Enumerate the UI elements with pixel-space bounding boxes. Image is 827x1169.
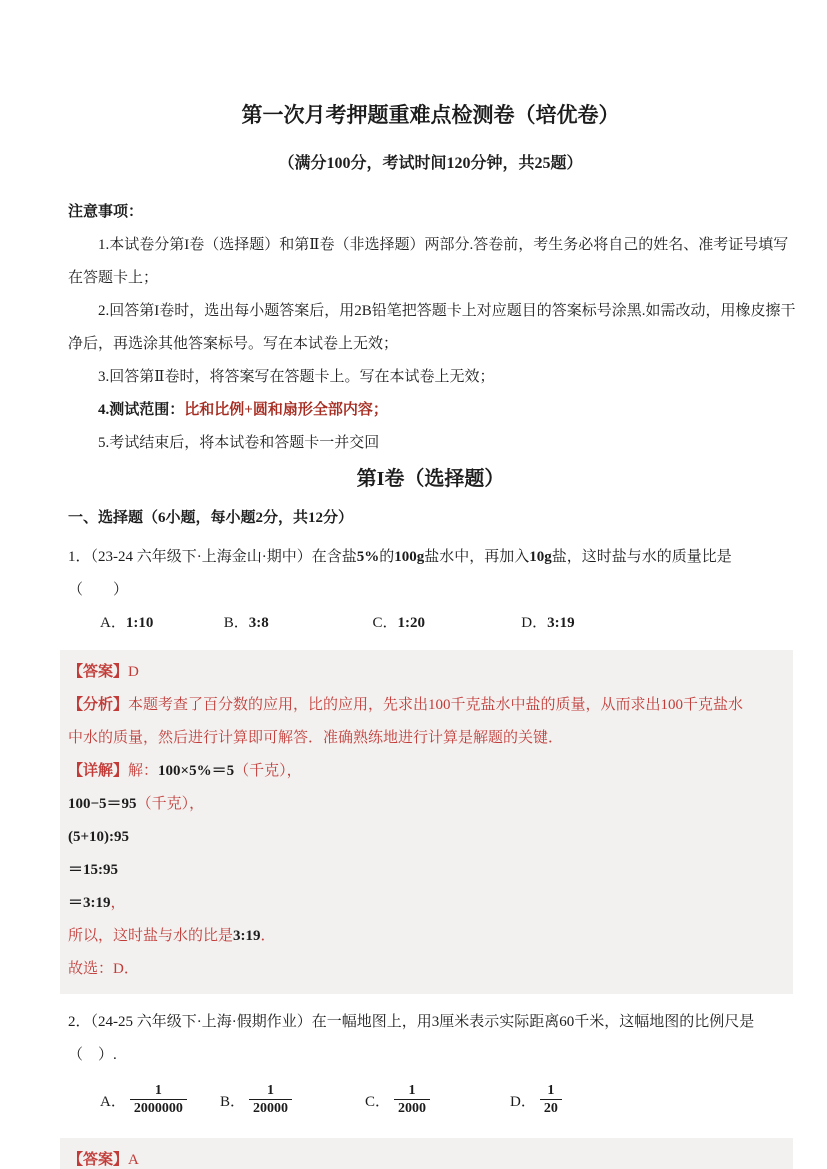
option-value: 3:19 <box>547 615 575 631</box>
option-label: A． <box>100 615 126 631</box>
question-2-stem-line-1: 2．（24-25 六年级下·上海·假期作业）在一幅地图上，用3厘米表示实际距离60千米，这幅地图的比例尺是 <box>68 1014 755 1030</box>
fraction <box>540 1082 562 1118</box>
fraction-numerator: 1 <box>394 1082 430 1100</box>
option-value: 3:8 <box>248 615 269 631</box>
notice-item-4: 4.测试范围：比和比例+圆和扇形全部内容； <box>98 402 388 418</box>
solution-line: 故选：D． <box>68 961 139 977</box>
question-2-option-a <box>100 1082 220 1118</box>
question-1-option-d <box>521 607 574 640</box>
solution-line: 所以，这时盐与水的比是3:19． <box>68 928 276 944</box>
fraction <box>249 1082 292 1118</box>
option-label: B． <box>220 1093 246 1110</box>
fraction-denominator: 20000 <box>253 1101 289 1116</box>
solution-line: 100−5＝95（千克）， <box>68 796 205 812</box>
option-label: D． <box>521 615 548 631</box>
question-2-answer-block <box>60 1138 793 1169</box>
choice-group-heading: 一、选择题（6小题，每小题2分，共12分） <box>68 510 354 526</box>
question-1-stem <box>68 541 793 607</box>
question-1-option-b <box>224 607 369 640</box>
analysis-line: 【分析】本题考查了百分数的应用，比的应用，先求出100千克盐水中盐的质量，从而求出100千克盐水 <box>68 697 744 713</box>
notice-item-2-line-2: 净后，再选涂其他答案标号。写在本试卷上无效； <box>68 336 399 352</box>
option-label: C． <box>365 1093 391 1110</box>
question-2-options <box>68 1076 793 1124</box>
solution-line: ＝3:19， <box>68 895 126 911</box>
solution-line: (5+10):95 <box>68 829 130 845</box>
question-1-options <box>68 607 793 640</box>
question-1-option-a <box>100 607 220 640</box>
notice-item-1-line-2: 在答题卡上； <box>68 270 159 286</box>
fraction-denominator: 2000000 <box>133 1101 183 1116</box>
option-label: B． <box>223 615 249 631</box>
option-value: 1:20 <box>397 615 426 631</box>
notice-item-5: 5.考试结束后，将本试卷和答题卡一并交回 <box>98 435 380 451</box>
fraction <box>130 1082 187 1118</box>
option-label: D． <box>510 1093 536 1110</box>
option-label: A． <box>100 1093 126 1110</box>
question-1-stem-line-2: （ ） <box>68 582 129 598</box>
question-1-option-c <box>373 607 518 640</box>
question-1-answer-block <box>60 650 793 994</box>
fraction-numerator: 1 <box>130 1082 187 1100</box>
solution-line: ＝15:95 <box>68 862 118 878</box>
question-2-option-c <box>365 1082 510 1118</box>
option-value: 1:10 <box>125 615 154 631</box>
question-2-option-d <box>510 1082 562 1118</box>
fraction-denominator: 20 <box>543 1101 558 1116</box>
answer-line: 【答案】A <box>68 1152 139 1168</box>
notice-heading: 注意事项： <box>68 204 144 220</box>
fraction <box>394 1082 430 1118</box>
fraction-numerator: 1 <box>249 1082 292 1100</box>
question-1-stem-line-1: 1．（23-24 六年级下·上海金山·期中）在含盐5%的100g盐水中，再加入10g盐，这时盐与水的质量比是 <box>68 549 732 565</box>
answer-line: 【答案】D <box>68 664 139 680</box>
solution-line: 【详解】解：100×5%＝5（千克）， <box>68 763 302 779</box>
question-2-stem-line-2: （ ）. <box>68 1047 117 1063</box>
notice-item-1-line-1: 1.本试卷分第I卷（选择题）和第Ⅱ卷（非选择题）两部分.答卷前，考生务必将自己的姓名、准考证号填写 <box>98 237 789 253</box>
option-label: C． <box>372 615 398 631</box>
analysis-line: 中水的质量，然后进行计算即可解答．准确熟练地进行计算是解题的关键． <box>68 730 564 746</box>
section-1-heading: 第I卷（选择题） <box>356 468 505 490</box>
exam-subtitle: （满分100分，考试时间120分钟，共25题） <box>278 155 583 172</box>
fraction-denominator: 2000 <box>398 1101 427 1116</box>
question-2-stem <box>68 1006 793 1072</box>
question-2-option-b <box>220 1082 365 1118</box>
notice-section <box>68 196 796 460</box>
fraction-numerator: 1 <box>540 1082 562 1100</box>
page-title: 第一次月考押题重难点检测卷（培优卷） <box>241 103 620 127</box>
notice-item-2-line-1: 2.回答第I卷时，选出每小题答案后，用2B铅笔把答题卡上对应题目的答案标号涂黑.如需改动，用橡皮擦干 <box>98 303 796 319</box>
notice-item-3: 3.回答第Ⅱ卷时，将答案写在答题卡上。写在本试卷上无效； <box>98 369 495 385</box>
